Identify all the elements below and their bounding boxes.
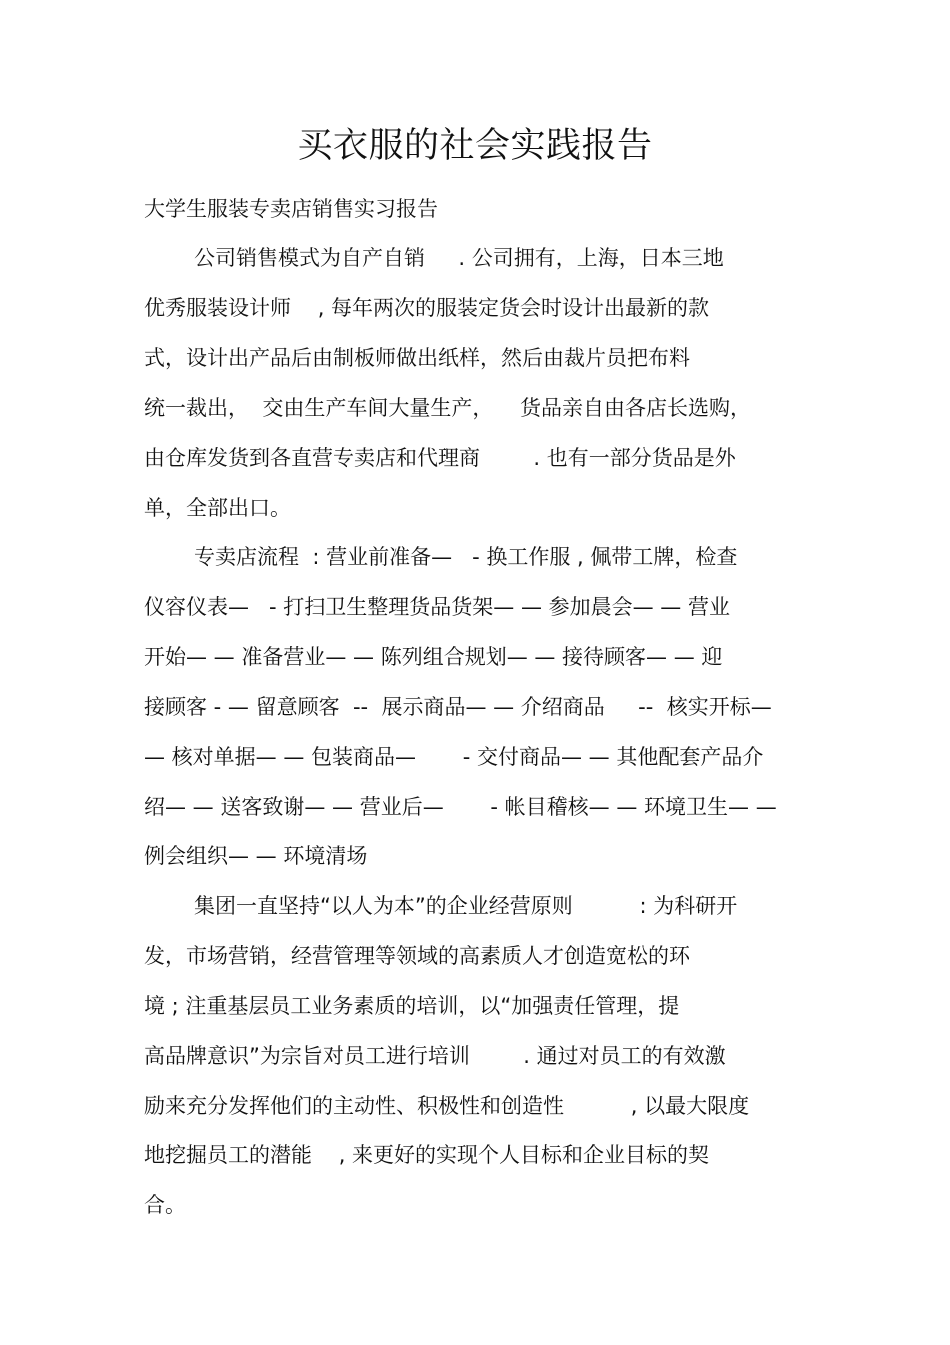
- paragraph-line: 高品牌意识”为宗旨对员工进行培训 . 通过对员工的有效激: [144, 1044, 726, 1068]
- paragraph-line: 专卖店流程 : 营业前准备— - 换工作服 , 佩带工牌，检查: [194, 545, 738, 569]
- paragraph-line: 励来充分发挥他们的主动性、积极性和创造性 , 以最大限度: [144, 1094, 750, 1118]
- paragraph-line: 统一裁出， 交由生产车间大量生产， 货品亲自由各店长选购，: [144, 396, 752, 420]
- paragraph-line: 仪容仪表— - 打扫卫生整理货品货架— — 参加晨会— — 营业: [144, 595, 730, 619]
- paragraph-line: 公司销售模式为自产自销 . 公司拥有，上海，日本三地: [194, 246, 724, 270]
- paragraph-line: 地挖掘员工的潜能 , 来更好的实现个人目标和企业目标的契: [144, 1143, 710, 1167]
- paragraph-line: — 核对单据— — 包装商品— - 交付商品— — 其他配套产品介: [144, 745, 764, 769]
- paragraph-line: 开始— — 准备营业— — 陈列组合规划— — 接待顾客— — 迎: [144, 645, 723, 669]
- document-title: 买衣服的社会实践报告: [297, 126, 653, 166]
- paragraph-line: 单，全部出口。: [144, 496, 291, 520]
- paragraph-line: 式，设计出产品后由制板师做出纸样，然后由裁片员把布料: [144, 346, 690, 370]
- paragraph-line: 集团一直坚持“以人为本”的企业经营原则 : 为科研开: [194, 894, 738, 918]
- paragraph-line: 由仓库发货到各直营专卖店和代理商 . 也有一部分货品是外: [144, 446, 736, 470]
- document-subtitle: 大学生服装专卖店销售实习报告: [144, 197, 438, 221]
- paragraph-line: 发，市场营销，经营管理等领域的高素质人才创造宽松的环: [144, 944, 690, 968]
- paragraph-line: 例会组织— — 环境清场: [144, 844, 368, 868]
- paragraph-line: 绍— — 送客致谢— — 营业后— - 帐目稽核— — 环境卫生— —: [144, 795, 777, 819]
- paragraph-line: 合。: [144, 1193, 186, 1217]
- paragraph-line: 接顾客 - — 留意顾客 -- 展示商品— — 介绍商品 -- 核实开标—: [144, 695, 772, 719]
- paragraph-line: 优秀服装设计师 , 每年两次的服装定货会时设计出最新的款: [144, 296, 710, 320]
- paragraph-line: 境 ; 注重基层员工业务素质的培训，以“加强责任管理，提: [144, 994, 680, 1018]
